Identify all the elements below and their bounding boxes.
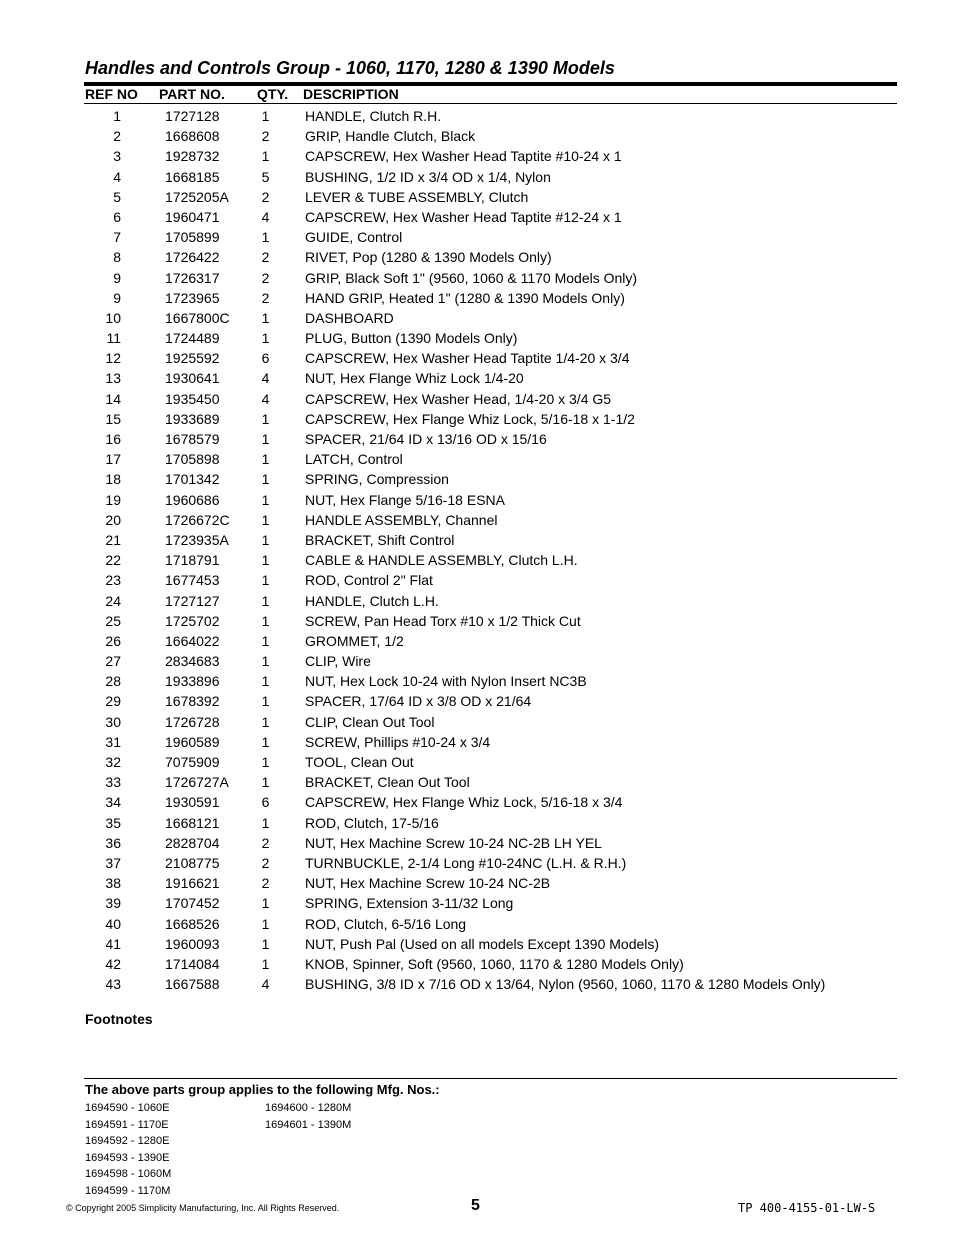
ref-no-cell: 31: [105, 733, 121, 750]
header-ref-no: REF NO: [85, 86, 138, 102]
part-no-cell: 1930641: [165, 370, 220, 387]
page-number: 5: [471, 1197, 480, 1214]
part-no-cell: 1726317: [165, 269, 220, 286]
table-row: [84, 550, 897, 570]
table-row: [84, 368, 897, 388]
qty-cell: 1: [261, 693, 270, 710]
table-row: [84, 429, 897, 449]
qty-cell: 1: [261, 471, 270, 488]
ref-no-cell: 39: [105, 895, 121, 912]
part-no-cell: 1727128: [165, 108, 220, 124]
parts-table: [84, 106, 897, 994]
table-row: [84, 813, 897, 833]
header-qty: QTY.: [257, 86, 289, 102]
description-cell: RIVET, Pop (1280 & 1390 Models Only): [305, 249, 552, 266]
ref-no-cell: 33: [105, 774, 121, 791]
table-row: [84, 934, 897, 954]
description-cell: NUT, Hex Machine Screw 10-24 NC-2B: [305, 875, 551, 892]
part-no-cell: 1960093: [165, 935, 220, 952]
table-header: [84, 86, 897, 103]
ref-no-cell: 41: [105, 935, 121, 952]
part-no-cell: 1930591: [165, 794, 220, 811]
table-row: [84, 268, 897, 288]
table-row: [84, 873, 897, 893]
description-cell: HAND GRIP, Heated 1" (1280 & 1390 Models Only): [305, 289, 625, 306]
ref-no-cell: 15: [105, 410, 121, 427]
part-no-cell: 1960686: [165, 491, 220, 508]
description-cell: LEVER & TUBE ASSEMBLY, Clutch: [305, 188, 529, 205]
ref-no-cell: 11: [106, 330, 121, 347]
mfg-list-left: [85, 1100, 171, 1199]
qty-cell: 1: [261, 431, 270, 447]
description-cell: HANDLE, Clutch L.H.: [305, 592, 439, 609]
table-row: [84, 126, 897, 146]
ref-no-cell: 36: [105, 834, 121, 851]
description-cell: GRIP, Black Soft 1" (9560, 1060 & 1170 Models Only): [305, 269, 638, 286]
qty-cell: 6: [261, 350, 270, 367]
table-row: [84, 227, 897, 247]
part-no-cell: 1707452: [165, 895, 220, 912]
description-cell: KNOB, Spinner, Soft (9560, 1060, 1170 & 1280 Models Only): [305, 955, 684, 972]
qty-cell: 2: [261, 249, 270, 266]
ref-no-cell: 28: [105, 673, 121, 690]
footnotes-heading: Footnotes: [85, 1011, 153, 1027]
ref-no-cell: 34: [105, 794, 121, 811]
ref-no-cell: 37: [105, 854, 121, 871]
description-cell: CAPSCREW, Hex Flange Whiz Lock, 5/16-18 x 1-1/2: [305, 410, 635, 427]
ref-no-cell: 19: [105, 491, 121, 508]
ref-no-cell: 22: [105, 552, 121, 569]
qty-cell: 1: [261, 632, 270, 649]
qty-cell: 1: [261, 511, 270, 528]
description-cell: SCREW, Pan Head Torx #10 x 1/2 Thick Cut: [305, 612, 581, 629]
ref-no-cell: 17: [105, 451, 121, 468]
description-cell: CABLE & HANDLE ASSEMBLY, Clutch L.H.: [305, 552, 578, 569]
description-cell: BRACKET, Shift Control: [305, 531, 455, 548]
part-no-cell: 1723965: [165, 289, 220, 306]
ref-no-cell: 21: [105, 531, 121, 548]
ref-no-cell: 43: [105, 976, 121, 993]
ref-no-cell: 38: [105, 875, 121, 892]
table-row: [84, 712, 897, 732]
table-row: [84, 591, 897, 611]
description-cell: TURNBUCKLE, 2-1/4 Long #10-24NC (L.H. & R.H.): [305, 854, 627, 871]
ref-no-cell: 42: [105, 955, 121, 972]
part-no-cell: 1677453: [165, 572, 220, 589]
part-no-cell: 2108775: [165, 854, 220, 871]
part-no-cell: 1960471: [165, 208, 220, 225]
ref-no-cell: 35: [105, 814, 121, 831]
copyright-text: © Copyright 2005 Simplicity Manufacturing, Inc. All Rights Reserved.: [66, 1203, 340, 1213]
qty-cell: 1: [261, 612, 270, 629]
table-row: [84, 772, 897, 792]
part-no-cell: 7075909: [165, 754, 220, 770]
ref-no-cell: 29: [105, 693, 121, 710]
table-row: [84, 207, 897, 227]
qty-cell: 1: [261, 491, 270, 508]
part-no-cell: 1725205A: [165, 188, 229, 205]
part-no-cell: 1727127: [165, 592, 220, 609]
description-cell: CLIP, Wire: [305, 653, 371, 670]
table-row: [84, 691, 897, 711]
qty-cell: 4: [261, 208, 270, 225]
table-row: [84, 671, 897, 691]
part-no-cell: 1726672C: [165, 511, 230, 528]
description-cell: BUSHING, 3/8 ID x 7/16 OD x 13/64, Nylon (9560, 1060, 1170 & 1280 Models Only): [305, 976, 826, 993]
ref-no-cell: 3: [113, 148, 121, 165]
mfg-number: 1694599 - 1170M: [85, 1184, 171, 1197]
part-no-cell: 1960589: [165, 733, 220, 750]
description-cell: BRACKET, Clean Out Tool: [305, 774, 470, 791]
part-no-cell: 1928732: [165, 148, 220, 165]
table-row: [84, 853, 897, 873]
qty-cell: 1: [261, 330, 270, 347]
ref-no-cell: 27: [105, 653, 121, 670]
part-no-cell: 1933689: [165, 410, 220, 427]
mfg-heading: The above parts group applies to the following Mfg. Nos.:: [85, 1082, 440, 1097]
description-cell: NUT, Hex Machine Screw 10-24 NC-2B LH YEL: [305, 834, 602, 851]
description-cell: SPRING, Extension 3-11/32 Long: [305, 895, 514, 912]
description-cell: GUIDE, Control: [305, 229, 403, 246]
description-cell: NUT, Hex Flange 5/16-18 ESNA: [305, 491, 505, 508]
qty-cell: 1: [261, 935, 270, 952]
table-row: [84, 570, 897, 590]
part-no-cell: 1723935A: [165, 531, 229, 548]
table-row: [84, 893, 897, 913]
table-row: [84, 530, 897, 550]
description-cell: NUT, Push Pal (Used on all models Except 1390 Models): [305, 935, 660, 952]
qty-cell: 1: [261, 148, 270, 165]
mfg-list-right: [265, 1100, 351, 1133]
qty-cell: 2: [261, 875, 270, 892]
part-no-cell: 1668526: [165, 915, 220, 932]
part-no-cell: 1726727A: [165, 774, 229, 791]
qty-cell: 1: [261, 309, 270, 326]
qty-cell: 1: [261, 754, 270, 770]
qty-cell: 1: [261, 814, 270, 831]
ref-no-cell: 16: [105, 431, 121, 447]
table-row: [84, 469, 897, 489]
ref-no-cell: 7: [113, 229, 121, 246]
qty-cell: 2: [261, 854, 270, 871]
part-no-cell: 1664022: [165, 632, 220, 649]
mfg-number: 1694600 - 1280M: [265, 1102, 352, 1114]
ref-no-cell: 23: [105, 572, 121, 589]
ref-no-cell: 26: [105, 632, 121, 649]
part-no-cell: 1916621: [165, 875, 220, 892]
part-no-cell: 1678392: [165, 693, 220, 710]
part-no-cell: 1726728: [165, 713, 220, 730]
ref-no-cell: 32: [105, 754, 121, 770]
table-row: [84, 308, 897, 328]
description-cell: GROMMET, 1/2: [305, 632, 404, 649]
description-cell: SPRING, Compression: [305, 471, 449, 488]
qty-cell: 1: [261, 955, 270, 972]
ref-no-cell: 2: [113, 128, 121, 145]
table-row: [84, 288, 897, 308]
part-no-cell: 1714084: [165, 955, 220, 972]
ref-no-cell: 30: [105, 713, 121, 730]
qty-cell: 4: [261, 976, 270, 993]
qty-cell: 1: [261, 531, 270, 548]
table-row: [84, 409, 897, 429]
description-cell: SPACER, 17/64 ID x 3/8 OD x 21/64: [305, 693, 532, 710]
qty-cell: 1: [261, 229, 270, 246]
mfg-number: 1694590 - 1060E: [85, 1102, 170, 1114]
part-no-cell: 1718791: [165, 552, 220, 569]
header-rule: [84, 103, 897, 104]
table-row: [84, 389, 897, 409]
ref-no-cell: 5: [113, 188, 121, 205]
qty-cell: 1: [261, 915, 270, 932]
qty-cell: 1: [261, 653, 270, 670]
part-no-cell: 1668121: [165, 814, 220, 831]
part-no-cell: 1725702: [165, 612, 220, 629]
ref-no-cell: 8: [113, 249, 121, 266]
part-no-cell: 1935450: [165, 390, 220, 407]
qty-cell: 1: [261, 552, 270, 569]
qty-cell: 1: [261, 733, 270, 750]
qty-cell: 1: [261, 673, 270, 690]
description-cell: DASHBOARD: [305, 309, 394, 326]
description-cell: TOOL, Clean Out: [305, 754, 414, 770]
ref-no-cell: 25: [105, 612, 121, 629]
mfg-rule: [84, 1078, 897, 1079]
part-no-cell: 1705899: [165, 229, 220, 246]
description-cell: ROD, Clutch, 17-5/16: [305, 814, 439, 831]
qty-cell: 4: [261, 370, 270, 387]
description-cell: CAPSCREW, Hex Washer Head Taptite #12-24 x 1: [305, 208, 622, 225]
description-cell: LATCH, Control: [305, 451, 403, 468]
ref-no-cell: 18: [105, 471, 121, 488]
table-row: [84, 247, 897, 267]
table-row: [84, 449, 897, 469]
qty-cell: 1: [261, 108, 270, 124]
ref-no-cell: 14: [105, 390, 121, 407]
description-cell: BUSHING, 1/2 ID x 3/4 OD x 1/4, Nylon: [305, 168, 551, 185]
qty-cell: 1: [261, 592, 270, 609]
part-no-cell: 1701342: [165, 471, 220, 488]
ref-no-cell: 20: [105, 511, 121, 528]
qty-cell: 4: [261, 390, 270, 407]
ref-no-cell: 9: [113, 289, 121, 306]
description-cell: CAPSCREW, Hex Washer Head Taptite 1/4-20 x 3/4: [305, 350, 630, 367]
description-cell: GRIP, Handle Clutch, Black: [305, 128, 476, 145]
table-row: [84, 348, 897, 368]
ref-no-cell: 40: [105, 915, 121, 932]
qty-cell: 1: [261, 451, 270, 468]
mfg-number: 1694593 - 1390E: [85, 1151, 170, 1164]
mfg-number: 1694592 - 1280E: [85, 1135, 170, 1147]
table-row: [84, 974, 897, 994]
part-no-cell: 1667800C: [165, 309, 230, 326]
table-row: [84, 631, 897, 651]
table-row: [84, 752, 897, 772]
ref-no-cell: 13: [105, 370, 121, 387]
table-row: [84, 914, 897, 934]
part-no-cell: 1678579: [165, 431, 220, 447]
description-cell: SPACER, 21/64 ID x 13/16 OD x 15/16: [305, 431, 547, 447]
table-row: [84, 611, 897, 631]
description-cell: CAPSCREW, Hex Flange Whiz Lock, 5/16-18 x 3/4: [305, 794, 623, 811]
qty-cell: 1: [261, 895, 270, 912]
part-no-cell: 1668185: [165, 168, 220, 185]
part-no-cell: 1933896: [165, 673, 220, 690]
table-row: [84, 187, 897, 207]
qty-cell: 2: [261, 269, 270, 286]
table-row: [84, 833, 897, 853]
table-row: [84, 651, 897, 671]
part-no-cell: 1724489: [165, 330, 220, 347]
ref-no-cell: 6: [113, 208, 121, 225]
part-no-cell: 1726422: [165, 249, 220, 266]
table-row: [84, 167, 897, 187]
ref-no-cell: 24: [105, 592, 121, 609]
ref-no-cell: 9: [113, 269, 121, 286]
mfg-number: 1694591 - 1170E: [85, 1118, 169, 1131]
table-row: [84, 954, 897, 974]
description-cell: CLIP, Clean Out Tool: [305, 713, 435, 730]
mfg-number: 1694598 - 1060M: [85, 1168, 172, 1180]
description-cell: PLUG, Button (1390 Models Only): [305, 330, 518, 347]
ref-no-cell: 4: [113, 168, 121, 185]
qty-cell: 2: [261, 128, 270, 145]
mfg-number: 1694601 - 1390M: [265, 1118, 352, 1131]
table-row: [84, 510, 897, 530]
qty-cell: 1: [261, 774, 270, 791]
qty-cell: 1: [261, 572, 270, 589]
part-no-cell: 2834683: [165, 653, 220, 670]
table-row: [84, 106, 897, 126]
table-row: [84, 328, 897, 348]
table-row: [84, 732, 897, 752]
part-no-cell: 1667588: [165, 976, 220, 993]
table-row: [84, 490, 897, 510]
description-cell: NUT, Hex Lock 10-24 with Nylon Insert NC3B: [305, 673, 587, 690]
part-no-cell: 1705898: [165, 451, 220, 468]
table-row: [84, 792, 897, 812]
qty-cell: 6: [261, 794, 270, 811]
page-title: Handles and Controls Group - 1060, 1170, 1280 & 1390 Models: [85, 58, 615, 78]
qty-cell: 2: [261, 289, 270, 306]
description-cell: CAPSCREW, Hex Washer Head Taptite #10-24 x 1: [305, 148, 622, 165]
description-cell: ROD, Control 2" Flat: [305, 572, 433, 589]
header-part-no: PART NO.: [159, 86, 225, 102]
description-cell: ROD, Clutch, 6-5/16 Long: [305, 915, 467, 932]
document-code: TP 400-4155-01-LW-S: [738, 1201, 876, 1215]
description-cell: HANDLE, Clutch R.H.: [305, 108, 442, 124]
part-no-cell: 2828704: [165, 834, 220, 851]
ref-no-cell: 1: [113, 108, 121, 124]
qty-cell: 1: [261, 713, 270, 730]
qty-cell: 1: [261, 410, 270, 427]
header-description: DESCRIPTION: [303, 86, 399, 102]
qty-cell: 5: [261, 168, 270, 185]
part-no-cell: 1668608: [165, 128, 220, 145]
description-cell: HANDLE ASSEMBLY, Channel: [305, 511, 498, 528]
qty-cell: 2: [261, 188, 270, 205]
table-row: [84, 146, 897, 166]
part-no-cell: 1925592: [165, 350, 220, 367]
qty-cell: 2: [261, 834, 270, 851]
description-cell: NUT, Hex Flange Whiz Lock 1/4-20: [305, 370, 524, 387]
ref-no-cell: 10: [105, 309, 121, 326]
ref-no-cell: 12: [105, 350, 121, 367]
description-cell: SCREW, Phillips #10-24 x 3/4: [305, 733, 491, 750]
description-cell: CAPSCREW, Hex Washer Head, 1/4-20 x 3/4 G5: [305, 390, 612, 407]
